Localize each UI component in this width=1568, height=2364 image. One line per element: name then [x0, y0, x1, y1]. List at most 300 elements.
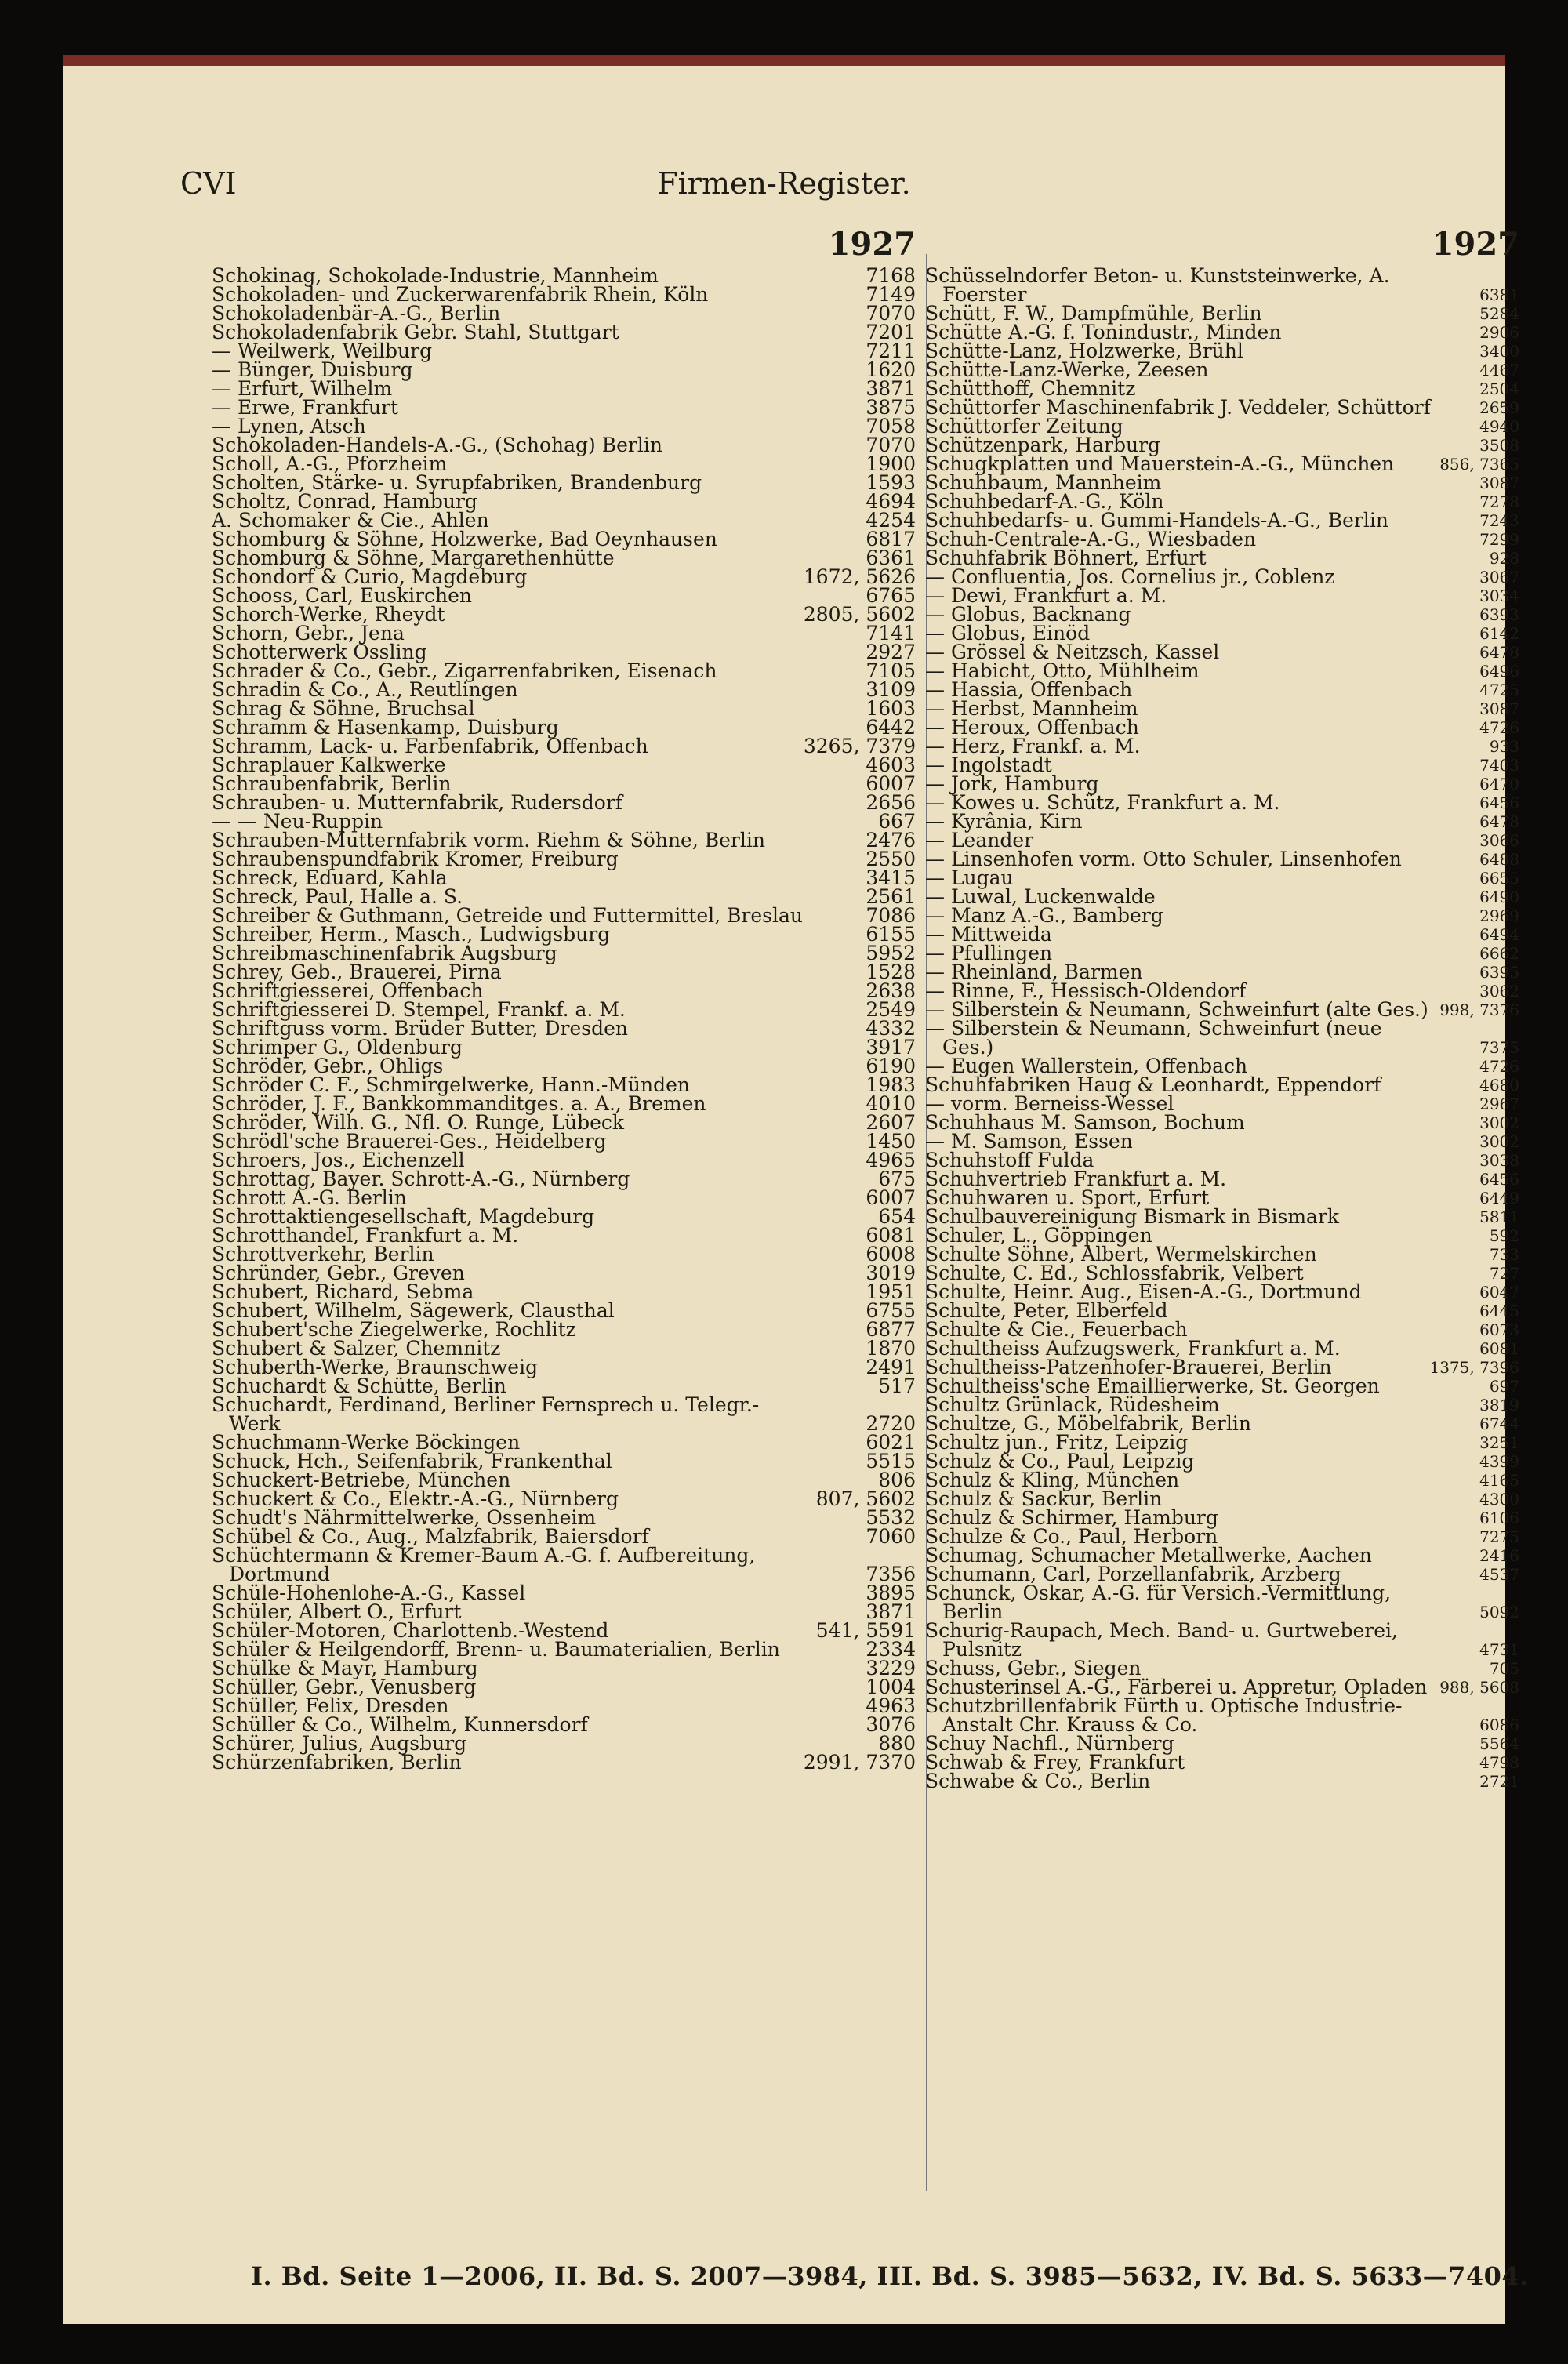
- entry-page-ref: 6007: [866, 1186, 916, 1209]
- entry-firm-name: Schokoladenbär-A.-G., Berlin: [212, 302, 501, 325]
- entry-firm-name: Schütthoff, Chemnitz: [925, 377, 1136, 400]
- entry-firm-name: Schrey, Geb., Brauerei, Pirna: [212, 960, 502, 983]
- entry-page-ref: 592: [1489, 1226, 1519, 1245]
- entry-firm-name: — Eugen Wallerstein, Offenbach: [925, 1055, 1248, 1077]
- entry-page-ref: 6086: [1479, 1716, 1519, 1734]
- entry-page-ref: 3265, 7379: [803, 735, 916, 757]
- entry-firm-name: Schreiber & Guthmann, Getreide und Futtermittel, Breslau: [212, 904, 803, 927]
- entry-firm-name: Schultheiss Aufzugswerk, Frankfurt a. M.: [925, 1337, 1341, 1360]
- entry-firm-name: Schüchtermann & Kremer-Baum A.-G. f. Aufbereitung, Dortmund: [212, 1544, 756, 1585]
- entry-firm-name: Schürer, Julius, Augsburg: [212, 1732, 467, 1755]
- entry-firm-name: Schreiber, Herm., Masch., Ludwigsburg: [212, 923, 611, 946]
- entry-page-ref: 2491: [866, 1356, 916, 1378]
- entry-firm-name: — Weilwerk, Weilburg: [212, 340, 433, 362]
- entry-page-ref: 6877: [866, 1318, 916, 1341]
- entry-firm-name: — Dewi, Frankfurt a. M.: [925, 584, 1167, 607]
- entry-page-ref: 7299: [1479, 530, 1519, 549]
- entry-page-ref: 3400: [1479, 342, 1519, 361]
- entry-page-ref: 1004: [866, 1676, 916, 1698]
- entry-firm-name: Schuhvertrieb Frankfurt a. M.: [925, 1167, 1227, 1190]
- entry-page-ref: 2721: [1479, 1772, 1519, 1791]
- entry-page-ref: 3002: [1479, 1113, 1519, 1132]
- entry-page-ref: 7356: [866, 1563, 916, 1585]
- entry-page-ref: 6470: [1479, 775, 1519, 793]
- entry-firm-name: Schrader & Co., Gebr., Zigarrenfabriken, Eisenach: [212, 659, 717, 682]
- entry-firm-name: Schudt's Nährmittelwerke, Ossenheim: [212, 1506, 597, 1529]
- entry-page-ref: 7243: [1479, 511, 1519, 530]
- entry-firm-name: Schuss, Gebr., Siegen: [925, 1657, 1142, 1679]
- entry-page-ref: 6765: [866, 584, 916, 607]
- entry-page-ref: 6478: [1479, 812, 1519, 831]
- entry-firm-name: — Manz A.-G., Bamberg: [925, 904, 1163, 927]
- entry-page-ref: 988, 5608: [1439, 1678, 1519, 1697]
- entry-page-ref: 1620: [866, 358, 916, 381]
- entry-page-ref: 4680: [1479, 1076, 1519, 1095]
- entry-firm-name: Schramm & Hasenkamp, Duisburg: [212, 716, 559, 739]
- entry-page-ref: 3038: [1479, 1151, 1519, 1170]
- entry-page-ref: 675: [878, 1167, 916, 1190]
- entry-firm-name: Schülke & Mayr, Hamburg: [212, 1657, 478, 1679]
- entry-page-ref: 6662: [1479, 944, 1519, 963]
- entry-page-ref: 4399: [1479, 1452, 1519, 1471]
- entry-firm-name: — M. Samson, Essen: [925, 1130, 1133, 1153]
- entry-firm-name: Schulz & Co., Paul, Leipzig: [925, 1450, 1195, 1473]
- register-entry: [925, 1772, 1529, 1791]
- entry-firm-name: — Globus, Einöd: [925, 622, 1091, 645]
- entry-firm-name: — Leander: [925, 829, 1034, 852]
- entry-page-ref: 6490: [1479, 888, 1519, 906]
- entry-firm-name: Schuhhaus M. Samson, Bochum: [925, 1111, 1245, 1134]
- entry-page-ref: 928: [1489, 549, 1519, 568]
- entry-page-ref: 806: [878, 1469, 916, 1491]
- entry-firm-name: Schuchardt & Schütte, Berlin: [212, 1374, 506, 1397]
- entry-firm-name: Schunck, Oskar, A.-G. für Versich.-Vermittlung, Berlin: [925, 1581, 1392, 1623]
- entry-page-ref: 7141: [866, 622, 916, 645]
- entry-page-ref: 4165: [1479, 1471, 1519, 1490]
- entry-page-ref: 6361: [866, 547, 916, 569]
- entry-page-ref: 1603: [866, 697, 916, 720]
- entry-firm-name: — Rheinland, Barmen: [925, 960, 1143, 983]
- entry-page-ref: 4731: [1479, 1640, 1519, 1659]
- register-entry: [925, 1621, 1529, 1659]
- entry-firm-name: Schuhfabriken Haug & Leonhardt, Eppendorf: [925, 1073, 1381, 1096]
- entry-page-ref: 2805, 5602: [803, 603, 916, 626]
- entry-page-ref: 998, 7376: [1439, 1000, 1519, 1019]
- entry-firm-name: Schüsselndorfer Beton- u. Kunststeinwerke, A. Foerster: [925, 264, 1390, 306]
- entry-firm-name: — Ingolstadt: [925, 754, 1052, 776]
- entry-firm-name: Schubert'sche Ziegelwerke, Rochlitz: [212, 1318, 576, 1341]
- entry-page-ref: 807, 5602: [815, 1487, 916, 1510]
- entry-firm-name: Schuhwaren u. Sport, Erfurt: [925, 1186, 1210, 1209]
- entry-firm-name: Schüler & Heilgendorff, Brenn- u. Baumaterialien, Berlin: [212, 1638, 780, 1661]
- entry-page-ref: 6496: [1479, 662, 1519, 681]
- entry-page-ref: 3871: [866, 377, 916, 400]
- entry-firm-name: Schraplauer Kalkwerke: [212, 754, 446, 776]
- register-entry: [925, 1019, 1529, 1057]
- entry-firm-name: Schumann, Carl, Porzellanfabrik, Arzberg: [925, 1563, 1341, 1585]
- entry-firm-name: Schüttorfer Zeitung: [925, 415, 1123, 438]
- entry-page-ref: 5564: [1479, 1734, 1519, 1753]
- entry-page-ref: 3076: [866, 1713, 916, 1736]
- entry-firm-name: A. Schomaker & Cie., Ahlen: [212, 509, 489, 532]
- entry-firm-name: Schriftgiesserei, Offenbach: [212, 979, 484, 1002]
- entry-firm-name: Schützenpark, Harburg: [925, 434, 1161, 456]
- year-heading-left: 1927: [828, 226, 916, 263]
- entry-page-ref: 4726: [1479, 718, 1519, 737]
- entry-firm-name: Schuckert-Betriebe, München: [212, 1469, 511, 1491]
- entry-page-ref: 2991, 7370: [803, 1751, 916, 1774]
- entry-page-ref: 7070: [866, 302, 916, 325]
- entry-firm-name: — Confluentia, Jos. Cornelius jr., Coblenz: [925, 565, 1335, 588]
- entry-page-ref: 2656: [866, 791, 916, 814]
- entry-firm-name: Schuhfabrik Böhnert, Erfurt: [925, 547, 1207, 569]
- entry-firm-name: — Bünger, Duisburg: [212, 358, 413, 381]
- entry-firm-name: Schokoladen- und Zuckerwarenfabrik Rhein, Köln: [212, 283, 709, 306]
- register-entry: [212, 1546, 925, 1584]
- entry-page-ref: 3002: [1479, 1132, 1519, 1151]
- entry-page-ref: 880: [878, 1732, 916, 1755]
- entry-page-ref: 3034: [1479, 586, 1519, 605]
- entry-page-ref: 6190: [866, 1055, 916, 1077]
- entry-page-ref: 856, 7365: [1439, 455, 1519, 474]
- entry-firm-name: Schutzbrillenfabrik Fürth u. Optische Industrie-Anstalt Chr. Krauss & Co.: [925, 1694, 1403, 1736]
- entry-firm-name: Schröder, Wilh. G., Nfl. O. Runge, Lübeck: [212, 1111, 625, 1134]
- entry-firm-name: Schultz jun., Fritz, Leipzig: [925, 1431, 1189, 1454]
- entry-page-ref: 3251: [1479, 1433, 1519, 1452]
- entry-firm-name: — Pfullingen: [925, 942, 1053, 964]
- entry-firm-name: Schüle-Hohenlohe-A.-G., Kassel: [212, 1581, 526, 1604]
- entry-firm-name: Schwabe & Co., Berlin: [925, 1770, 1151, 1792]
- entry-page-ref: 654: [878, 1205, 916, 1228]
- entry-page-ref: 2504: [1479, 379, 1519, 398]
- entry-firm-name: Schriftgiesserei D. Stempel, Frankf. a. M.: [212, 998, 626, 1021]
- entry-page-ref: 7375: [1479, 1038, 1519, 1057]
- entry-firm-name: — Kyrânia, Kirn: [925, 810, 1083, 833]
- entry-page-ref: 7086: [866, 904, 916, 927]
- entry-firm-name: Schüller, Gebr., Venusberg: [212, 1676, 477, 1698]
- entry-firm-name: Schrott A.-G. Berlin: [212, 1186, 407, 1209]
- register-entry: [925, 264, 1529, 306]
- entry-page-ref: 3062: [1479, 982, 1519, 1000]
- entry-page-ref: 4725: [1479, 681, 1519, 699]
- entry-page-ref: 6106: [1479, 1509, 1519, 1527]
- entry-firm-name: Schroers, Jos., Eichenzell: [212, 1149, 465, 1171]
- entry-firm-name: Schuchardt, Ferdinand, Berliner Fernsprech u. Telegr.-Werk: [212, 1393, 760, 1435]
- entry-firm-name: Schulz & Schirmer, Hamburg: [925, 1506, 1218, 1529]
- entry-page-ref: 1528: [866, 960, 916, 983]
- entry-page-ref: 4603: [866, 754, 916, 776]
- entry-firm-name: Schütte-Lanz, Holzwerke, Brühl: [925, 340, 1243, 362]
- entry-firm-name: Schraubenspundfabrik Kromer, Freiburg: [212, 848, 619, 870]
- entry-firm-name: Schradin & Co., A., Reutlingen: [212, 678, 518, 701]
- entry-firm-name: Schulte, Peter, Elberfeld: [925, 1299, 1168, 1322]
- entry-firm-name: Schusterinsel A.-G., Färberei u. Appretur, Opladen: [925, 1676, 1428, 1698]
- entry-firm-name: — Linsenhofen vorm. Otto Schuler, Linsenhofen: [925, 848, 1402, 870]
- entry-page-ref: 4300: [1479, 1490, 1519, 1509]
- entry-firm-name: Schultheiss'sche Emaillierwerke, St. Georgen: [925, 1374, 1380, 1397]
- entry-page-ref: 2550: [866, 848, 916, 870]
- entry-firm-name: Schründer, Gebr., Greven: [212, 1262, 465, 1284]
- page-title: Firmen-Register.: [657, 166, 911, 201]
- entry-firm-name: Scholl, A.-G., Pforzheim: [212, 452, 448, 475]
- entry-page-ref: 6488: [1479, 850, 1519, 869]
- entry-page-ref: 1593: [866, 471, 916, 494]
- entry-firm-name: Schondorf & Curio, Magdeburg: [212, 565, 528, 588]
- entry-firm-name: Schokoladen-Handels-A.-G., (Schohag) Berlin: [212, 434, 662, 456]
- entry-page-ref: 5952: [866, 942, 916, 964]
- entry-page-ref: 2549: [866, 998, 916, 1021]
- entry-firm-name: Schriftguss vorm. Brüder Butter, Dresden: [212, 1017, 629, 1040]
- register-entry: [212, 1393, 925, 1435]
- entry-firm-name: Schulz & Kling, München: [925, 1469, 1180, 1491]
- entry-firm-name: Schröder, J. F., Bankkommanditges. a. A., Bremen: [212, 1092, 706, 1115]
- entry-page-ref: 1951: [866, 1280, 916, 1303]
- entry-firm-name: Schrotthandel, Frankfurt a. M.: [212, 1224, 519, 1247]
- entry-page-ref: 3087: [1479, 474, 1519, 492]
- entry-page-ref: 6744: [1479, 1414, 1519, 1433]
- entry-firm-name: Scholtz, Conrad, Hamburg: [212, 490, 477, 513]
- entry-page-ref: 1672, 5626: [803, 565, 916, 588]
- entry-firm-name: Schulte, C. Ed., Schlossfabrik, Velbert: [925, 1262, 1304, 1284]
- entry-firm-name: Schrottverkehr, Berlin: [212, 1243, 434, 1266]
- entry-firm-name: — Herbst, Mannheim: [925, 697, 1138, 720]
- entry-page-ref: 7058: [866, 415, 916, 438]
- entry-firm-name: Schütte-Lanz-Werke, Zeesen: [925, 358, 1209, 381]
- entry-page-ref: 1900: [866, 452, 916, 475]
- entry-firm-name: Schulte & Cie., Feuerbach: [925, 1318, 1188, 1341]
- entry-firm-name: Schrottaktiengesellschaft, Magdeburg: [212, 1205, 595, 1228]
- entry-firm-name: Schwab & Frey, Frankfurt: [925, 1751, 1185, 1774]
- entry-firm-name: Schubert & Salzer, Chemnitz: [212, 1337, 501, 1360]
- entry-firm-name: Schorn, Gebr., Jena: [212, 622, 405, 645]
- entry-page-ref: 6449: [1479, 1189, 1519, 1207]
- entry-page-ref: 6073: [1479, 1320, 1519, 1339]
- entry-firm-name: — Jork, Hamburg: [925, 772, 1099, 795]
- entry-page-ref: 4332: [866, 1017, 916, 1040]
- entry-page-ref: 2967: [1479, 1095, 1519, 1113]
- entry-firm-name: — — Neu-Ruppin: [212, 810, 383, 833]
- entry-page-ref: 6155: [866, 923, 916, 946]
- entry-firm-name: Schuh-Centrale-A.-G., Wiesbaden: [925, 528, 1257, 550]
- entry-page-ref: 1375, 7396: [1429, 1358, 1519, 1377]
- entry-firm-name: Schrödl'sche Brauerei-Ges., Heidelberg: [212, 1130, 607, 1153]
- entry-firm-name: Schuck, Hch., Seifenfabrik, Frankenthal: [212, 1450, 612, 1473]
- entry-firm-name: Schrauben-Mutternfabrik vorm. Riehm & Söhne, Berlin: [212, 829, 765, 852]
- entry-firm-name: Schüler, Albert O., Erfurt: [212, 1600, 462, 1623]
- entry-firm-name: — Lugau: [925, 866, 1014, 889]
- entry-page-ref: 2607: [866, 1111, 916, 1134]
- entry-firm-name: Schuhbedarf-A.-G., Köln: [925, 490, 1164, 513]
- entry-page-ref: 3066: [1479, 831, 1519, 850]
- entry-firm-name: Schultheiss-Patzenhofer-Brauerei, Berlin: [925, 1356, 1332, 1378]
- entry-firm-name: — vorm. Berneiss-Wessel: [925, 1092, 1174, 1115]
- right-column: [925, 223, 1529, 1791]
- entry-firm-name: Schugkplatten und Mauerstein-A.-G., München: [925, 452, 1395, 475]
- entry-page-ref: 2476: [866, 829, 916, 852]
- entry-page-ref: 3229: [866, 1657, 916, 1679]
- entry-page-ref: 7211: [866, 340, 916, 362]
- entry-page-ref: 6393: [1479, 605, 1519, 624]
- entry-firm-name: Schröder C. F., Schmirgelwerke, Hann.-Münden: [212, 1073, 691, 1096]
- entry-page-ref: 4963: [866, 1694, 916, 1717]
- entry-page-ref: 3875: [866, 396, 916, 419]
- entry-page-ref: 6142: [1479, 624, 1519, 643]
- entry-page-ref: 6021: [866, 1431, 916, 1454]
- entry-firm-name: Schrimper G., Oldenburg: [212, 1036, 463, 1059]
- entry-firm-name: — Silberstein & Neumann, Schweinfurt (alte Ges.): [925, 998, 1428, 1021]
- entry-page-ref: 2561: [866, 885, 916, 908]
- entry-page-ref: 3087: [1479, 699, 1519, 718]
- entry-page-ref: 1450: [866, 1130, 916, 1153]
- entry-page-ref: 4726: [1479, 1057, 1519, 1076]
- entry-page-ref: 6395: [1479, 963, 1519, 982]
- entry-page-ref: 517: [878, 1374, 916, 1397]
- entry-firm-name: Schramm, Lack- u. Farbenfabrik, Offenbach: [212, 735, 648, 757]
- entry-firm-name: Schultz Grünlack, Rüdesheim: [925, 1393, 1220, 1416]
- entry-page-ref: 6755: [866, 1299, 916, 1322]
- entry-firm-name: Schorch-Werke, Rheydt: [212, 603, 445, 626]
- entry-page-ref: 3067: [1479, 568, 1519, 586]
- entry-firm-name: Schüller & Co., Wilhelm, Kunnersdorf: [212, 1713, 588, 1736]
- entry-page-ref: 733: [1489, 1245, 1519, 1264]
- entry-page-ref: 6456: [1479, 793, 1519, 812]
- year-heading-right: 1927: [1432, 226, 1519, 263]
- entry-page-ref: 3819: [1479, 1396, 1519, 1414]
- entry-page-ref: 6081: [866, 1224, 916, 1247]
- entry-firm-name: Schotterwerk Ossling: [212, 641, 427, 663]
- entry-page-ref: 4694: [866, 490, 916, 513]
- entry-firm-name: Schomburg & Söhne, Holzwerke, Bad Oeynhausen: [212, 528, 717, 550]
- entry-firm-name: Schulte Söhne, Albert, Wermelskirchen: [925, 1243, 1317, 1266]
- entry-page-ref: 3508: [1479, 436, 1519, 455]
- entry-page-ref: 2638: [866, 979, 916, 1002]
- entry-page-ref: 6442: [866, 716, 916, 739]
- volume-page-footer: I. Bd. Seite 1—2006, II. Bd. S. 2007—3984, III. Bd. S. 3985—5632, IV. Bd. S. 5633—7404.: [251, 2261, 1529, 2291]
- register-entry: [925, 1694, 1529, 1736]
- entry-page-ref: 2659: [1479, 398, 1519, 417]
- entry-page-ref: 5284: [1479, 304, 1519, 323]
- entry-page-ref: 7168: [866, 264, 916, 287]
- entry-page-ref: 6655: [1479, 869, 1519, 888]
- entry-firm-name: Schultze, G., Möbelfabrik, Berlin: [925, 1412, 1251, 1435]
- entry-firm-name: Schrag & Söhne, Bruchsal: [212, 697, 475, 720]
- entry-firm-name: Schuhbaum, Mannheim: [925, 471, 1162, 494]
- entry-firm-name: Schrauben- u. Mutternfabrik, Rudersdorf: [212, 791, 623, 814]
- entry-page-ref: 4940: [1479, 417, 1519, 436]
- entry-firm-name: — Herz, Frankf. a. M.: [925, 735, 1141, 757]
- entry-page-ref: 7149: [866, 283, 916, 306]
- entry-page-ref: 6381: [1479, 285, 1519, 304]
- register-page: [63, 55, 1529, 2324]
- entry-firm-name: Schraubenfabrik, Berlin: [212, 772, 452, 795]
- entry-page-ref: 3109: [866, 678, 916, 701]
- entry-page-ref: 7278: [1479, 492, 1519, 511]
- entry-page-ref: 2720: [866, 1412, 916, 1435]
- entry-firm-name: Schuhbedarfs- u. Gummi-Handels-A.-G., Berlin: [925, 509, 1388, 532]
- entry-page-ref: 933: [1489, 737, 1519, 756]
- page-number: CVI: [180, 166, 237, 201]
- entry-firm-name: Schreck, Paul, Halle a. S.: [212, 885, 463, 908]
- entry-page-ref: 3895: [866, 1581, 916, 1604]
- entry-page-ref: 705: [1489, 1659, 1519, 1678]
- register-entry: [925, 1581, 1529, 1623]
- entry-page-ref: 3415: [866, 866, 916, 889]
- entry-page-ref: 2334: [866, 1638, 916, 1661]
- entry-firm-name: — Erfurt, Wilhelm: [212, 377, 393, 400]
- entry-firm-name: Schokinag, Schokolade-Industrie, Mannheim: [212, 264, 659, 287]
- entry-page-ref: 3917: [866, 1036, 916, 1059]
- entry-page-ref: 6456: [1479, 1170, 1519, 1189]
- entry-firm-name: — Mittweida: [925, 923, 1052, 946]
- entry-page-ref: 5092: [1479, 1603, 1519, 1621]
- entry-firm-name: — Habicht, Otto, Mühlheim: [925, 659, 1200, 682]
- entry-page-ref: 6817: [866, 528, 916, 550]
- entry-page-ref: 6494: [1479, 925, 1519, 944]
- entry-page-ref: 1870: [866, 1337, 916, 1360]
- entry-page-ref: 5811: [1479, 1207, 1519, 1226]
- entry-page-ref: 2969: [1479, 906, 1519, 925]
- entry-firm-name: Schulze & Co., Paul, Herborn: [925, 1525, 1218, 1548]
- entry-firm-name: Schröder, Gebr., Ohligs: [212, 1055, 444, 1077]
- entry-firm-name: — Heroux, Offenbach: [925, 716, 1139, 739]
- entry-page-ref: 4254: [866, 509, 916, 532]
- entry-firm-name: Schreibmaschinenfabrik Augsburg: [212, 942, 557, 964]
- entry-firm-name: Schuberth-Werke, Braunschweig: [212, 1356, 539, 1378]
- entry-page-ref: 3871: [866, 1600, 916, 1623]
- entry-page-ref: 6445: [1479, 1302, 1519, 1320]
- entry-firm-name: — Silberstein & Neumann, Schweinfurt (neue Ges.): [925, 1017, 1382, 1059]
- register-entry: [212, 1753, 925, 1772]
- entry-page-ref: 7201: [866, 321, 916, 343]
- entry-page-ref: 697: [1489, 1377, 1519, 1396]
- entry-firm-name: Schüller, Felix, Dresden: [212, 1694, 449, 1717]
- entry-page-ref: 727: [1489, 1264, 1519, 1283]
- entry-page-ref: 541, 5591: [815, 1619, 916, 1642]
- entry-page-ref: 4798: [1479, 1753, 1519, 1772]
- entry-page-ref: 7105: [866, 659, 916, 682]
- entry-firm-name: Schürzenfabriken, Berlin: [212, 1751, 462, 1774]
- entry-firm-name: Schuckert & Co., Elektr.-A.-G., Nürnberg: [212, 1487, 619, 1510]
- entry-page-ref: 2416: [1479, 1546, 1519, 1565]
- entry-page-ref: 6007: [866, 772, 916, 795]
- entry-firm-name: — Globus, Backnang: [925, 603, 1131, 626]
- entry-page-ref: 5515: [866, 1450, 916, 1473]
- entry-firm-name: Schubert, Wilhelm, Sägewerk, Clausthal: [212, 1299, 615, 1322]
- entry-firm-name: Schuy Nachfl., Nürnberg: [925, 1732, 1174, 1755]
- entry-firm-name: Schuhstoff Fulda: [925, 1149, 1094, 1171]
- entry-page-ref: 7403: [1479, 756, 1519, 775]
- right-entry-list: [925, 264, 1529, 1792]
- left-entry-list: [212, 264, 925, 1774]
- entry-firm-name: Schütt, F. W., Dampfmühle, Berlin: [925, 302, 1262, 325]
- entry-firm-name: Schumag, Schumacher Metallwerke, Aachen: [925, 1544, 1372, 1567]
- entry-firm-name: Schooss, Carl, Euskirchen: [212, 584, 473, 607]
- entry-page-ref: 6047: [1479, 1283, 1519, 1302]
- entry-page-ref: 4537: [1479, 1565, 1519, 1584]
- entry-firm-name: Schubert, Richard, Sebma: [212, 1280, 474, 1303]
- entry-firm-name: — Grössel & Neitzsch, Kassel: [925, 641, 1220, 663]
- entry-page-ref: 4467: [1479, 361, 1519, 379]
- entry-firm-name: Schurig-Raupach, Mech. Band- u. Gurtweberei, Pulsnitz: [925, 1619, 1398, 1661]
- entry-firm-name: — Erwe, Frankfurt: [212, 396, 399, 419]
- entry-firm-name: Schuchmann-Werke Böckingen: [212, 1431, 521, 1454]
- entry-page-ref: 5532: [866, 1506, 916, 1529]
- entry-firm-name: Schomburg & Söhne, Margarethenhütte: [212, 547, 615, 569]
- entry-page-ref: 6081: [1479, 1339, 1519, 1358]
- entry-firm-name: — Rinne, F., Hessisch-Oldendorf: [925, 979, 1247, 1002]
- entry-page-ref: 667: [878, 810, 916, 833]
- entry-firm-name: — Hassia, Offenbach: [925, 678, 1133, 701]
